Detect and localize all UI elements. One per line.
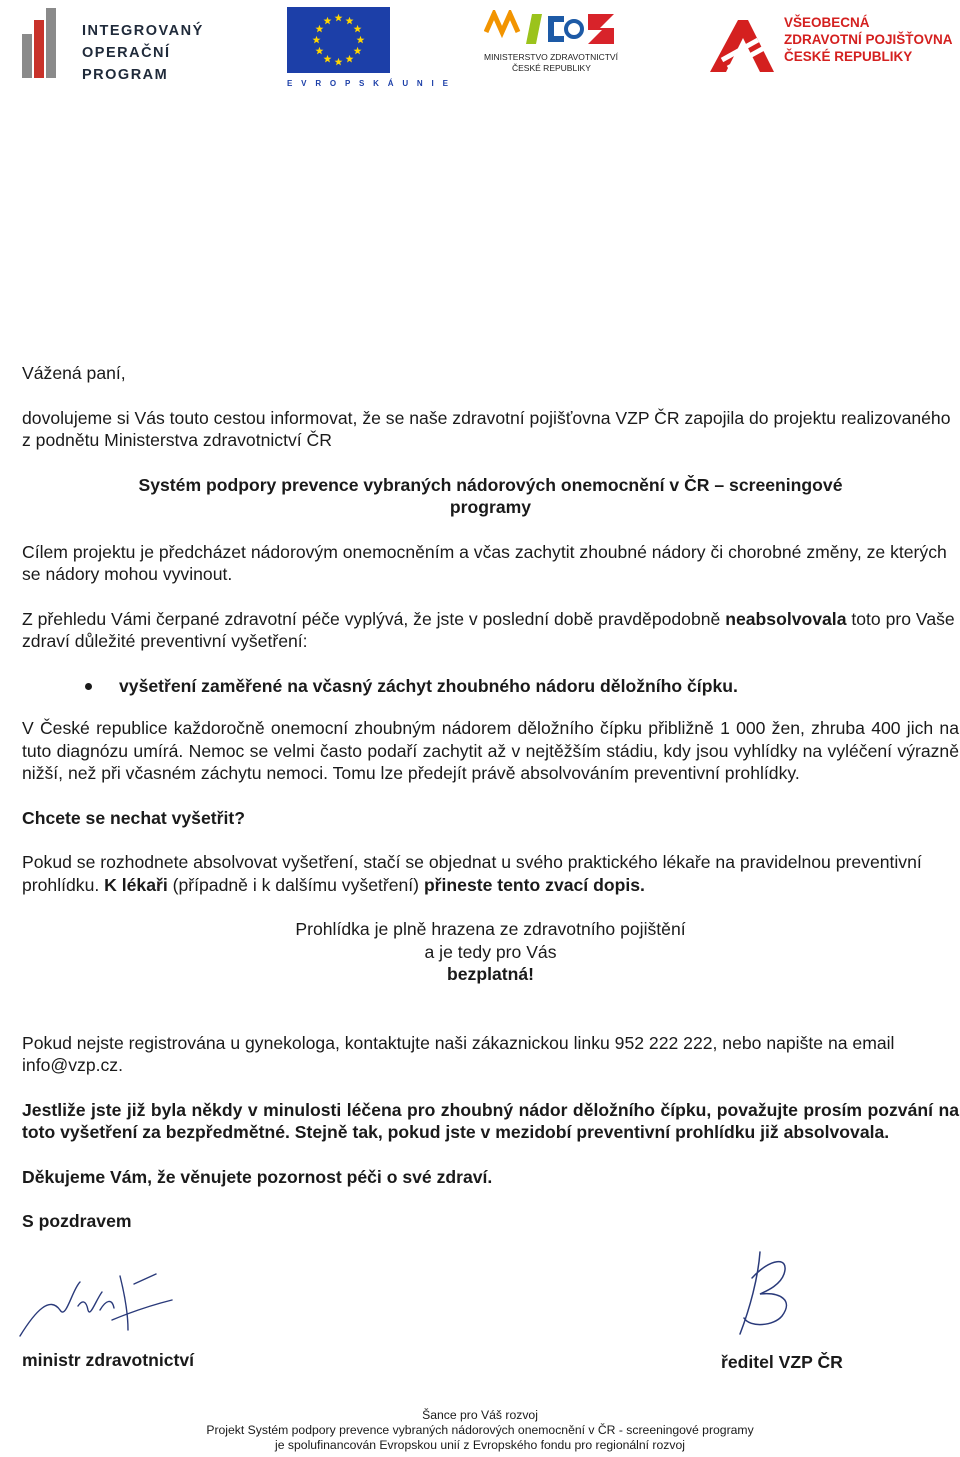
project-title: Systém podpory prevence vybraných nádorových onemocnění v ČR – screeningové programy — [138, 474, 843, 517]
footer — [0, 1408, 960, 1453]
mzcr-logo — [484, 10, 624, 80]
closing-regards: S pozdravem — [22, 1211, 132, 1231]
contact-paragraph: Pokud nejste registrována u gynekologa, kontaktujte naši zákaznickou linku 952 222 222, nebo napište na email info@vzp.cz. — [22, 1032, 895, 1075]
eu-flag-icon — [287, 7, 390, 73]
vzp-wordmark: VŠEOBECNÁ ZDRAVOTNÍ POJIŠŤOVNA ČESKÉ REPUBLIKY — [784, 15, 953, 64]
director-title: ředitel VZP ČR — [721, 1352, 843, 1372]
minister-title: ministr zdravotnictví — [22, 1350, 195, 1370]
salutation: Vážená paní, — [22, 363, 126, 383]
iop-logo — [22, 8, 222, 83]
question-heading: Chcete se nechat vyšetřit? — [22, 807, 245, 828]
footer-project: Projekt Systém podpory prevence vybraných nádorových onemocnění v ČR - screeningové programy — [206, 1423, 754, 1437]
eu-caption: E V R O P S K Á U N I E — [287, 79, 452, 88]
eu-logo — [287, 7, 452, 89]
minister-signature-icon — [16, 1270, 176, 1342]
thanks-line: Děkujeme Vám, že věnujete pozornost péči o své zdraví. — [22, 1166, 493, 1187]
letter-body — [22, 362, 959, 1233]
vzp-mark-icon — [708, 16, 776, 74]
bullet-dot-icon — [85, 683, 92, 690]
iop-wordmark: INTEGROVANÝ OPERAČNÍ PROGRAM — [82, 23, 204, 83]
mzcr-wordmark: MINISTERSTVO ZDRAVOTNICTVÍ ČESKÉ REPUBLIKY — [484, 52, 618, 73]
aim-paragraph: Cílem projektu je předcházet nádorovým onemocněním a včas zachytit zhoubné nádory či chorobné změny, ze kterých se nádory mohou vyvinout. — [22, 541, 947, 584]
statistics-paragraph: V České republice každoročně onemocní zhoubným nádorem děložního čípku přibližně 1 000 žen, zhruba 400 jich na tuto diagnózu umírá. Nemoc se velmi často podaří zachytit až v nejtěžším stádiu, kdy jsou vyhlídky na vyléčení výrazně nižší, než při včasném záchytu nemoci. Tomu lze předejít právě absolvováním preventivní prohlídky. — [22, 718, 959, 783]
bullet-item: vyšetření zaměřené na včasný záchyt zhoubného nádoru děložního čípku. — [22, 675, 959, 698]
mzcr-symbols-icon — [484, 10, 619, 50]
footer-funding: je spolufinancován Evropskou unií z Evropského fondu pro regionální rozvoj — [275, 1438, 685, 1452]
howto-paragraph: Pokud se rozhodnete absolvovat vyšetření, stačí se objednat u svého praktického lékaře na pravidelnou preventivní prohlídku. K lékaři (případně i k dalšímu vyšetření) přineste tento zvací dopis. — [22, 852, 922, 895]
intro-paragraph: dovolujeme si Vás touto cestou informovat, že se naše zdravotní pojišťovna VZP ČR zapojila do projektu realizovaného z podnětu Ministerstva zdravotnictví ČR — [22, 407, 951, 450]
iop-bars-icon — [22, 8, 78, 78]
logo-header — [0, 0, 960, 100]
free-exam-note: Prohlídka je plně hrazena ze zdravotního pojištění a je tedy pro Vás bezplatná! — [295, 919, 686, 984]
vzp-logo — [708, 10, 958, 80]
director-signature-icon — [730, 1248, 810, 1338]
overview-paragraph: Z přehledu Vámi čerpané zdravotní péče vyplývá, že jste v poslední době pravděpodobně neabsolvovala toto pro Vaše zdraví důležité preventivní vyšetření: — [22, 608, 955, 651]
exclusion-note: Jestliže jste již byla někdy v minulosti léčena pro zhoubný nádor děložního čípku, považujte prosím pozvání na toto vyšetření za bezpředmětné. Stejně tak, pokud jste v mezidobí preventivní prohlídku již absolvovala. — [22, 1099, 959, 1142]
footer-slogan: Šance pro Váš rozvoj — [422, 1408, 538, 1422]
